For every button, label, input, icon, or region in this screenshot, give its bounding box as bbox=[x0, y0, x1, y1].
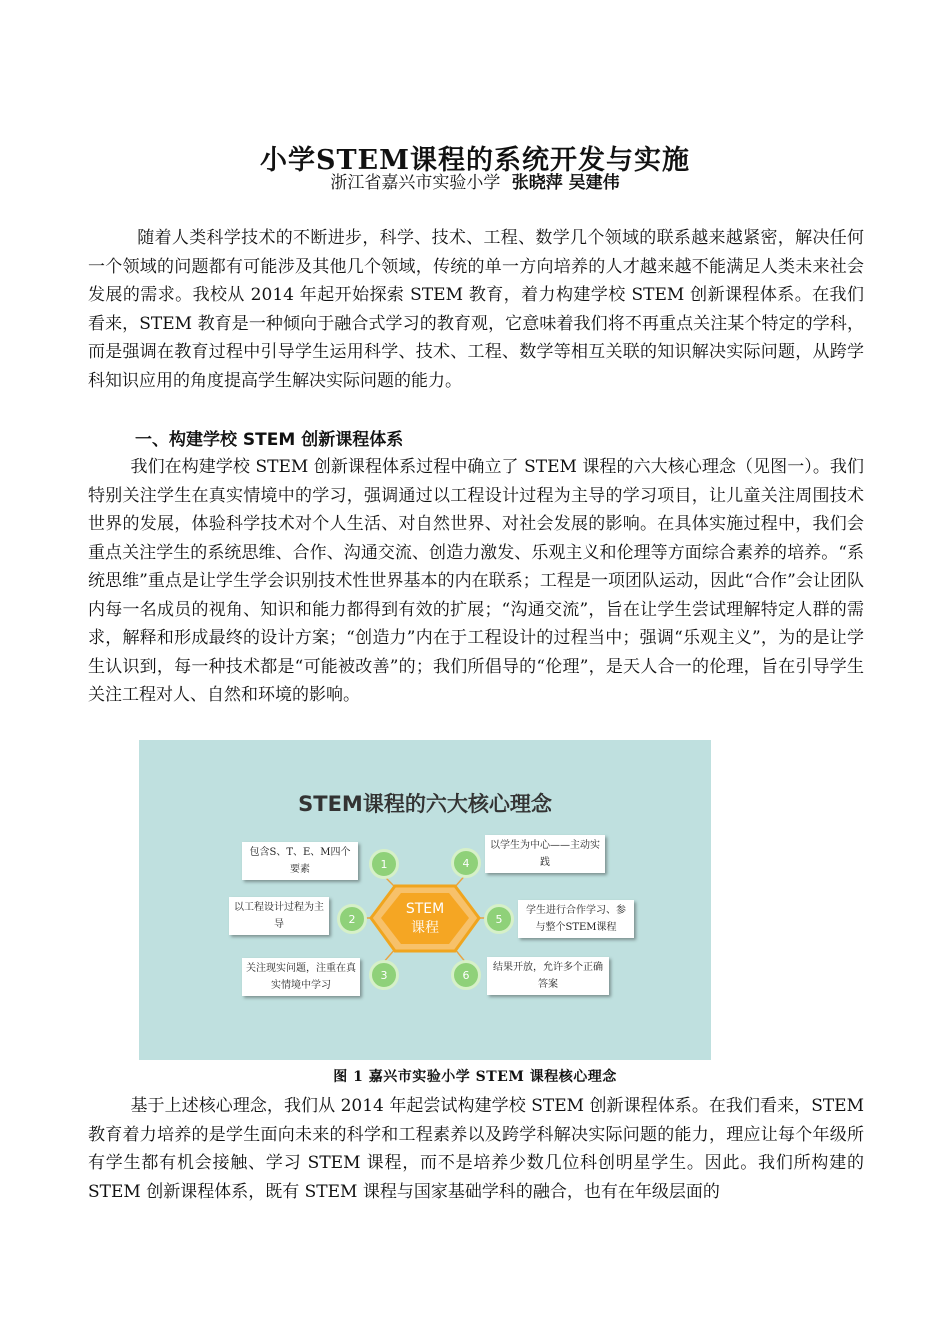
concept-box-3: 关注现实问题，注重在真实情境中学习 bbox=[242, 958, 360, 996]
author-names: 张晓萍 吴建伟 bbox=[511, 173, 620, 193]
center-label: STEM 课程 bbox=[405, 901, 445, 936]
concept-number-1: 1 bbox=[369, 849, 399, 879]
figure-caption: 图 1 嘉兴市实验小学 STEM 课程核心理念 bbox=[333, 1069, 617, 1085]
section-1-paragraph: 我们在构建学校 STEM 创新课程体系过程中确立了 STEM 课程的六大核心理念（见图一）。我们特别关注学生在真实情境中的学习，强调通过以工程设计过程为主导的学习项目，让儿童关注周围技术世界的发展，体验科学技术对个人生活、对自然世界、对社会发展的影响。在具体实施过程中，我们会重点关注学生的系统思维、合作、沟通交流、创造力激发、乐观主义和伦理等方面综合素养的培养。“系统思维”重点是让学生学会识别技术性世界基本的内在联系；工程是一项团队运动，因此“合作”会让团队内每一名成员的视角、知识和能力都得到有效的扩展；“沟通交流”，旨在让学生尝试理解特定人群的需求，解释和形成最终的设计方案；“创造力”内在于工程设计的过程当中；强调“乐观主义”，为的是让学生认识到，每一种技术都是“可能被改善”的；我们所倡导的“伦理”，是天人合一的伦理，旨在引导学生关注工程对人、自然和环境的影响。 bbox=[88, 457, 864, 705]
concept-number-4: 4 bbox=[451, 848, 481, 878]
concept-box-6: 结果开放，允许多个正确答案 bbox=[487, 957, 609, 995]
concept-number-2: 2 bbox=[337, 904, 367, 934]
figure-1-diagram bbox=[139, 740, 711, 1060]
figure-title: STEM课程的六大核心理念 bbox=[298, 792, 552, 816]
concept-box-1: 包含S、T、E、M四个要素 bbox=[242, 842, 358, 880]
concept-box-2: 以工程设计过程为主导 bbox=[229, 897, 329, 935]
author-affiliation: 浙江省嘉兴市实验小学 bbox=[330, 173, 501, 193]
author-line bbox=[0, 168, 950, 193]
article-title: 小学STEM课程的系统开发与实施 bbox=[259, 145, 691, 177]
concept-number-6: 6 bbox=[451, 960, 481, 990]
concept-box-4: 以学生为中心——主动实践 bbox=[485, 835, 605, 873]
concept-number-5: 5 bbox=[484, 904, 514, 934]
section-heading-1: 一、构建学校 STEM 创新课程体系 bbox=[135, 430, 404, 450]
concept-number-3: 3 bbox=[369, 960, 399, 990]
continuation-paragraph: 基于上述核心理念，我们从 2014 年起尝试构建学校 STEM 创新课程体系。在我们看来，STEM 教育着力培养的是学生面向未来的科学和工程素养以及跨学科解决实际问题的能力，理应让每个年级所有学生都有机会接触、学习 STEM 课程，而不是培养少数几位科创明星学生。因此。我们所构建的 STEM 创新课程体系，既有 STEM 课程与国家基础学科的融合，也有在年级层面的 bbox=[88, 1096, 864, 1202]
concept-box-5: 学生进行合作学习、参与整个STEM课程 bbox=[518, 900, 634, 938]
intro-paragraph: 随着人类科学技术的不断进步，科学、技术、工程、数学几个领域的联系越来越紧密，解决任何一个领域的问题都有可能涉及其他几个领域，传统的单一方向培养的人才越来越不能满足人类未来社会发展的需求。我校从 2014 年起开始探索 STEM 教育，着力构建学校 STEM 创新课程体系。在我们看来，STEM 教育是一种倾向于融合式学习的教育观，它意味着我们将不再重点关注某个特定的学科，而是强调在教育过程中引导学生运用科学、技术、工程、数学等相互关联的知识解决实际问题，从跨学科知识应用的角度提高学生解决实际问题的能力。 bbox=[88, 228, 864, 391]
